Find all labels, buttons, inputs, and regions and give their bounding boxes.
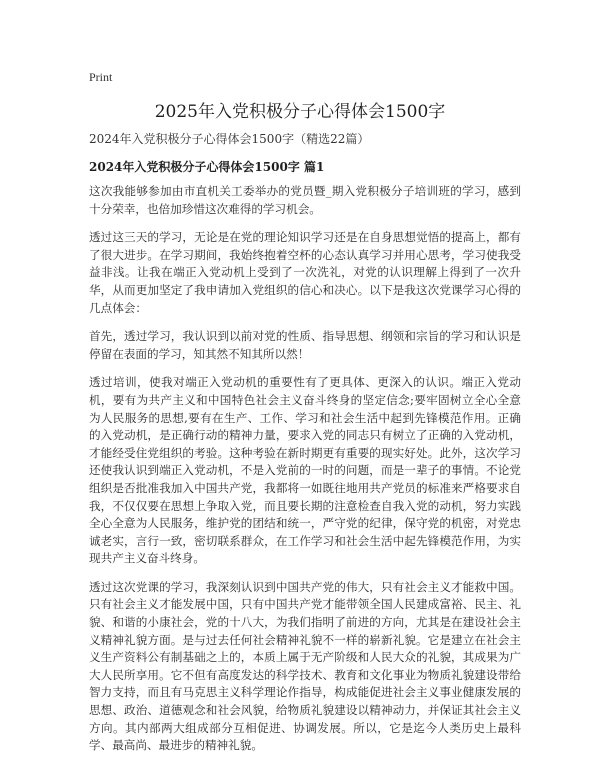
paragraph-2: 透过这三天的学习，无论是在党的理论知识学习还是在自身思想觉悟的提高上，都有了很大进步。在学习期间，我始终抱着空杯的心态认真学习并用心思考，学习使我受益非浅。让我在端正入党动机上受到了一次洗礼，对党的认识理解上得到了一次升华，从而更加坚定了我申请加入党组织的信心和决心。以下是我这次党课学习心得的几点体会： — [89, 230, 521, 315]
paragraph-5: 透过这次党课的学习，我深刻认识到中国共产党的伟大，只有社会主义才能救中国。只有社会主义才能发展中国，只有中国共产党才能带领全国人民建成富裕、民主、礼貌、和谐的小康社会，党的十八大，为我们指明了前进的方向，尤其是在建设社会主义精神礼貌方面。是与过去任何社会精神礼貌不一样的崭新礼貌。它是建立在社会主义生产资料公有制基础之上的，本质上属于无产阶级和人民大众的礼貌，其成果为广大人民所享用。它不但有高度发达的科学技术、教育和文化事业为物质礼貌建设带给智力支持，而且有马克思主义科学理论作指导，构成能促进社会主义事业健康发展的思想、政治、道德观念和社会风貌，给物质礼貌建设以精神动力，并保证其社会主义方向。其内部两大组成部分互相促进、协调发展。所以，它是迄今人类历史上最科学、最高尚、最进步的精神礼貌。 — [89, 579, 521, 753]
paragraph-4: 透过培训，使我对端正入党动机的重要性有了更具体、更深入的认识。端正入党动机，要有为共产主义和中国特色社会主义奋斗终身的坚定信念;要牢固树立全心全意为人民服务的思想,要有在生产、工作、学习和社会生活中起到先锋模范作用。正确的入党动机，是正确行动的精神力量，要求入党的同志只有树立了正确的入党动机，才能经受住党组织的考验。这种考验在新时期更有重要的现实好处。此外，这次学习还使我认识到端正入党动机，不是入党前的一时的问题，而是一辈子的事情。不论党组织是否批准我加入中国共产党，我都将一如既往地用共产党员的标准来严格要求自我，不仅仅要在思想上争取入党，而且要长期的注意检查自我入党的动机，努力实践全心全意为人民服务，维护党的团结和统一，严守党的纪律，保守党的机密，对党忠诚老实，言行一致，密切联系群众，在工作学习和社会生活中起先锋模范作用，为实现共产主义奋斗终身。 — [89, 375, 521, 566]
paragraph-3: 首先，透过学习，我认识到以前对党的性质、指导思想、纲领和宗旨的学习和认识是停留在表面的学习，知其然不知其所以然！ — [89, 329, 521, 361]
article-body — [89, 183, 521, 766]
section-heading: 2024年入党积极分子心得体会1500字 篇1 — [89, 160, 325, 174]
document-subtitle: 2024年入党积极分子心得体会1500字（精选22篇） — [89, 132, 370, 146]
print-link[interactable]: Print — [89, 70, 113, 84]
paragraph-1: 这次我能够参加由市直机关工委举办的党员暨_期入党积极分子培训班的学习，感到十分荣幸，也倍加珍惜这次难得的学习机会。 — [89, 184, 521, 216]
page-title: 2025年入党积极分子心得体会1500字 — [154, 102, 446, 122]
